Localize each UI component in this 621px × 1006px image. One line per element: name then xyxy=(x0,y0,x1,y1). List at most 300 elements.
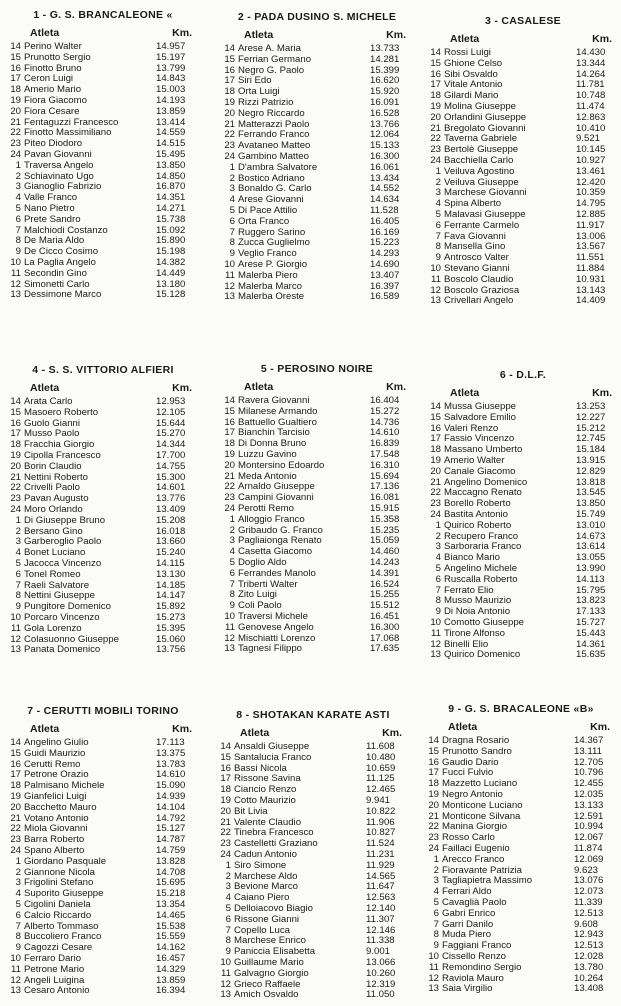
athlete-name: Valeri Renzo xyxy=(444,423,499,434)
athlete-name: Gianoglio Fabrizio xyxy=(24,182,102,193)
athlete-km: 14.351 xyxy=(156,192,186,204)
athlete-name: Secondin Gino xyxy=(24,268,87,279)
athlete-name: Luzzu Gavino xyxy=(238,449,297,460)
athlete-km: 16.091 xyxy=(370,96,400,108)
header-atleta: Atleta xyxy=(450,387,480,399)
leg-number: 3 xyxy=(15,536,21,548)
leg-number: 4 xyxy=(433,886,439,898)
athlete-name: Spina Alberto xyxy=(444,199,502,210)
athlete-row xyxy=(426,801,616,812)
athlete-km: 10.260 xyxy=(366,967,396,979)
athlete-km: 12.513 xyxy=(574,940,604,952)
column-headers xyxy=(222,28,412,42)
athlete-row xyxy=(8,516,198,527)
team-block xyxy=(426,702,616,995)
athlete-name: Antrosco Valter xyxy=(444,253,509,264)
athlete-name: Negro Antonio xyxy=(442,789,503,800)
athlete-km: 13.818 xyxy=(576,476,606,488)
athlete-km: 15.060 xyxy=(156,633,186,645)
athlete-km: 15.090 xyxy=(156,780,186,792)
header-atleta: Atleta xyxy=(30,27,60,39)
leg-number: 19 xyxy=(430,100,441,112)
leg-number: 1 xyxy=(15,159,21,171)
leg-number: 6 xyxy=(229,215,235,227)
athlete-name: Monticone Silvana xyxy=(442,811,521,822)
athlete-name: Battuello Gualtiero xyxy=(238,417,317,428)
athlete-name: Amich Osvaldo xyxy=(234,990,299,1001)
athlete-name: Bit Livia xyxy=(234,806,268,817)
athlete-name: Petrone Mario xyxy=(24,964,85,975)
athlete-name: Tinebra Francesco xyxy=(234,828,314,839)
athlete-row xyxy=(222,569,412,580)
athlete-km: 13.143 xyxy=(576,284,606,296)
leg-number: 12 xyxy=(224,280,235,292)
athlete-km: 16.081 xyxy=(370,492,400,504)
leg-number: 21 xyxy=(10,812,21,824)
leg-number: 20 xyxy=(224,107,235,119)
team-title: 8 - SHOTAKAN KARATE ASTI xyxy=(236,709,390,721)
athlete-km: 9.521 xyxy=(576,133,601,145)
athlete-km: 13.130 xyxy=(156,568,186,580)
athlete-name: Binelli Elio xyxy=(444,639,489,650)
leg-number: 6 xyxy=(225,913,231,925)
leg-number: 13 xyxy=(430,649,441,661)
athlete-km: 15.240 xyxy=(156,547,186,559)
team-block xyxy=(428,368,618,661)
athlete-km: 10.748 xyxy=(576,90,606,102)
athlete-name: Valle Franco xyxy=(24,193,78,204)
leg-number: 4 xyxy=(225,892,231,904)
athlete-name: Quirico Roberto xyxy=(444,520,512,531)
leg-number: 23 xyxy=(224,492,235,504)
athlete-name: Ruscalla Roberto xyxy=(444,574,518,585)
athlete-list xyxy=(218,742,408,1001)
athlete-km: 14.361 xyxy=(576,638,606,650)
athlete-km: 11.528 xyxy=(370,204,399,216)
athlete-row xyxy=(428,59,618,70)
leg-number: 5 xyxy=(229,204,235,216)
athlete-name: Malerba Oreste xyxy=(238,292,305,303)
leg-number: 9 xyxy=(229,600,235,612)
athlete-name: Di Pace Attilio xyxy=(238,205,298,216)
leg-number: 3 xyxy=(15,181,21,193)
header-atleta: Atleta xyxy=(30,382,60,394)
athlete-name: Mazzetto Luciano xyxy=(442,779,518,790)
leg-number: 19 xyxy=(224,96,235,108)
athlete-row xyxy=(428,575,618,586)
athlete-row xyxy=(8,986,198,997)
athlete-km: 12.943 xyxy=(574,929,604,941)
athlete-row xyxy=(428,296,618,307)
leg-number: 24 xyxy=(430,508,441,520)
column-headers xyxy=(8,26,198,40)
team-title: 6 - D.L.F. xyxy=(499,369,547,381)
column-headers xyxy=(428,32,618,46)
athlete-name: Orlandini Giuseppe xyxy=(444,112,527,123)
athlete-name: Pungitore Domenico xyxy=(24,602,111,613)
header-km: Km. xyxy=(590,721,610,733)
athlete-name: Montersino Edoardo xyxy=(238,460,325,471)
athlete-km: 14.449 xyxy=(156,267,186,279)
leg-number: 17 xyxy=(224,427,235,439)
leg-number: 11 xyxy=(11,267,21,279)
leg-number: 14 xyxy=(430,401,441,412)
athlete-km: 16.589 xyxy=(370,291,400,303)
leg-number: 24 xyxy=(428,842,439,854)
leg-number: 3 xyxy=(433,875,439,887)
athlete-name: Casetta Giacomo xyxy=(238,547,313,558)
athlete-row xyxy=(426,909,616,920)
leg-number: 9 xyxy=(15,601,21,613)
athlete-name: Santalucia Franco xyxy=(234,752,312,763)
athlete-km: 13.010 xyxy=(576,519,606,531)
athlete-km: 13.780 xyxy=(574,961,604,973)
leg-number: 21 xyxy=(224,118,235,130)
athlete-km: 15.727 xyxy=(576,616,606,628)
athlete-km: 9.608 xyxy=(574,918,599,930)
leg-number: 6 xyxy=(433,907,439,919)
leg-number: 13 xyxy=(220,989,231,1001)
athlete-name: Prunotto Sandro xyxy=(442,746,512,757)
athlete-name: Borello Roberto xyxy=(444,499,511,510)
athlete-km: 15.127 xyxy=(156,823,186,835)
athlete-name: Porcaro Vincenzo xyxy=(24,612,100,623)
leg-number: 8 xyxy=(229,589,235,601)
athlete-row xyxy=(428,167,618,178)
athlete-name: Ghione Celso xyxy=(444,58,503,69)
athlete-km: 14.787 xyxy=(156,834,186,846)
leg-number: 23 xyxy=(430,498,441,510)
leg-number: 15 xyxy=(10,51,21,63)
leg-number: 12 xyxy=(10,278,21,290)
athlete-km: 14.391 xyxy=(370,567,400,579)
athlete-name: Negro G. Paolo xyxy=(238,65,305,76)
athlete-name: Rizzi Patrizio xyxy=(238,97,294,108)
leg-number: 7 xyxy=(15,920,21,932)
athlete-name: Barra Roberto xyxy=(24,835,85,846)
leg-number: 12 xyxy=(430,284,441,296)
athlete-name: Cesaro Antonio xyxy=(24,986,90,997)
athlete-km: 14.382 xyxy=(156,256,186,268)
athlete-km: 14.850 xyxy=(156,170,186,182)
leg-number: 9 xyxy=(433,940,439,952)
leg-number: 24 xyxy=(224,502,235,514)
athlete-km: 13.407 xyxy=(370,269,400,281)
leg-number: 17 xyxy=(430,79,441,91)
leg-number: 22 xyxy=(428,821,439,833)
athlete-name: Miola Giovanni xyxy=(24,824,88,835)
athlete-row xyxy=(426,855,616,866)
athlete-km: 14.610 xyxy=(370,427,400,439)
athlete-name: Pavan Giovanni xyxy=(24,149,92,160)
athlete-row xyxy=(222,461,412,472)
athlete-km: 13.756 xyxy=(156,644,186,656)
athlete-km: 14.736 xyxy=(370,416,400,428)
athlete-name: Frigolini Stefano xyxy=(24,878,94,889)
athlete-row xyxy=(8,290,198,301)
athlete-km: 11.474 xyxy=(576,100,605,112)
leg-number: 16 xyxy=(430,422,441,434)
athlete-km: 15.443 xyxy=(576,627,606,639)
athlete-name: Tagnesi Filippo xyxy=(238,644,302,655)
athlete-km: 13.799 xyxy=(156,62,186,74)
leg-number: 20 xyxy=(428,799,439,811)
athlete-name: Caiano Piero xyxy=(234,893,290,904)
leg-number: 20 xyxy=(220,805,231,817)
athlete-name: Fiora Cesare xyxy=(24,106,80,117)
athlete-km: 13.990 xyxy=(576,562,606,574)
team-block xyxy=(8,704,198,997)
athlete-row xyxy=(428,521,618,532)
athlete-km: 9.623 xyxy=(574,864,599,876)
athlete-name: Ravera Giovanni xyxy=(238,396,310,406)
leg-number: 16 xyxy=(10,758,21,770)
athlete-km: 14.329 xyxy=(156,963,186,975)
athlete-name: Panata Domenico xyxy=(24,645,101,656)
athlete-km: 13.111 xyxy=(574,745,602,757)
athlete-km: 14.795 xyxy=(576,198,606,210)
athlete-km: 12.705 xyxy=(574,756,604,768)
leg-number: 22 xyxy=(10,482,21,494)
athlete-name: Manina Giorgio xyxy=(442,822,508,833)
leg-number: 23 xyxy=(10,834,21,846)
athlete-name: Perotti Remo xyxy=(238,503,294,514)
athlete-km: 16.018 xyxy=(156,525,186,537)
leg-number: 15 xyxy=(430,411,441,423)
leg-number: 21 xyxy=(10,471,21,483)
leg-number: 23 xyxy=(10,138,21,150)
athlete-km: 13.066 xyxy=(366,956,396,968)
athlete-name: Angelino Michele xyxy=(444,563,518,574)
leg-number: 3 xyxy=(15,877,21,889)
header-atleta: Atleta xyxy=(244,29,274,41)
leg-number: 18 xyxy=(224,86,235,98)
leg-number: 14 xyxy=(220,741,231,752)
leg-number: 2 xyxy=(435,176,441,188)
athlete-km: 17.068 xyxy=(370,632,400,644)
athlete-km: 15.003 xyxy=(156,84,186,96)
leg-number: 5 xyxy=(435,562,441,574)
athlete-km: 13.180 xyxy=(156,278,186,290)
athlete-km: 10.796 xyxy=(574,767,604,779)
leg-number: 1 xyxy=(435,165,441,177)
leg-number: 11 xyxy=(221,967,231,979)
athlete-list xyxy=(426,736,616,995)
athlete-km: 14.690 xyxy=(370,258,400,270)
athlete-name: La Paglia Angelo xyxy=(24,257,97,268)
leg-number: 7 xyxy=(229,226,235,238)
athlete-name: Fracchia Giorgio xyxy=(24,440,95,451)
leg-number: 14 xyxy=(224,43,235,54)
leg-number: 4 xyxy=(435,198,441,210)
athlete-km: 12.069 xyxy=(574,853,604,865)
athlete-km: 14.147 xyxy=(156,590,186,602)
athlete-name: Arnaldo Giuseppe xyxy=(238,482,315,493)
athlete-km: 15.092 xyxy=(156,224,186,236)
athlete-km: 15.208 xyxy=(156,514,186,526)
leg-number: 12 xyxy=(428,972,439,984)
athlete-km: 12.319 xyxy=(366,978,396,990)
athlete-name: Ansaldi Giuseppe xyxy=(234,742,310,752)
leg-number: 9 xyxy=(225,946,231,958)
athlete-km: 13.859 xyxy=(156,105,186,117)
athlete-km: 16.870 xyxy=(156,181,186,193)
leg-number: 22 xyxy=(224,481,235,493)
athlete-km: 11.929 xyxy=(366,859,395,871)
athlete-name: Paniccia Elisabetta xyxy=(234,947,316,958)
athlete-name: Gambino Matteo xyxy=(238,151,309,162)
athlete-row xyxy=(8,269,198,280)
leg-number: 24 xyxy=(224,150,235,162)
leg-number: 8 xyxy=(433,929,439,941)
column-headers xyxy=(426,720,616,734)
athlete-name: Molina Giuseppe xyxy=(444,101,516,112)
athlete-km: 12.513 xyxy=(574,907,604,919)
athlete-name: Genovese Angelo xyxy=(238,622,314,633)
athlete-name: Piteo Diodoro xyxy=(24,139,83,150)
athlete-name: Crivellari Angelo xyxy=(444,296,514,307)
athlete-name: Angelino Giulio xyxy=(24,738,89,748)
leg-number: 15 xyxy=(430,57,441,69)
leg-number: 17 xyxy=(428,767,439,779)
leg-number: 9 xyxy=(435,606,441,618)
athlete-km: 13.408 xyxy=(574,983,604,995)
athlete-name: Giordano Pasquale xyxy=(24,856,107,867)
leg-number: 10 xyxy=(10,611,21,623)
leg-number: 10 xyxy=(428,950,439,962)
athlete-km: 13.915 xyxy=(576,454,606,466)
athlete-km: 13.567 xyxy=(576,241,606,253)
leg-number: 18 xyxy=(10,439,21,451)
leg-number: 14 xyxy=(10,41,21,52)
athlete-name: Ferraro Dario xyxy=(24,953,82,964)
athlete-name: Prete Sandro xyxy=(24,214,81,225)
athlete-km: 15.235 xyxy=(370,524,400,536)
leg-number: 7 xyxy=(435,230,441,242)
athlete-name: Bostico Adriano xyxy=(238,173,305,184)
athlete-row xyxy=(8,215,198,226)
leg-number: 24 xyxy=(10,148,21,160)
leg-number: 14 xyxy=(428,735,439,746)
athlete-km: 14.939 xyxy=(156,790,186,802)
athlete-name: Giannone Nicola xyxy=(24,867,95,878)
athlete-row xyxy=(428,467,618,478)
athlete-km: 14.565 xyxy=(366,870,396,882)
athlete-km: 13.660 xyxy=(156,536,186,548)
athlete-name: Di Noia Antonio xyxy=(444,607,511,618)
leg-number: 10 xyxy=(430,262,441,274)
athlete-km: 10.480 xyxy=(366,751,396,763)
athlete-km: 12.067 xyxy=(574,832,604,844)
athlete-name: Fava Giovanni xyxy=(444,231,506,242)
leg-number: 17 xyxy=(430,433,441,445)
leg-number: 18 xyxy=(10,84,21,96)
athlete-km: 15.399 xyxy=(370,64,400,76)
athlete-row xyxy=(222,407,412,418)
leg-number: 4 xyxy=(435,552,441,564)
athlete-km: 13.614 xyxy=(576,541,606,553)
athlete-km: 15.738 xyxy=(156,213,186,225)
athlete-name: Nettini Roberto xyxy=(24,472,88,483)
athlete-km: 11.781 xyxy=(576,79,605,91)
header-km: Km. xyxy=(592,33,612,45)
athlete-name: Guolo Gianni xyxy=(24,418,80,429)
athlete-row xyxy=(8,408,198,419)
leg-number: 4 xyxy=(15,888,21,900)
athlete-name: Di Donna Bruno xyxy=(238,439,307,450)
athlete-name: Grieco Raffaele xyxy=(234,979,301,990)
athlete-name: Boscolo Claudio xyxy=(444,274,514,285)
athlete-km: 16.524 xyxy=(370,578,400,590)
athlete-name: Ruggero Sarino xyxy=(238,227,306,238)
athlete-row xyxy=(428,413,618,424)
team-title: 3 - CASALESE xyxy=(485,15,561,27)
athlete-name: Veglio Franco xyxy=(238,249,297,260)
leg-number: 12 xyxy=(430,638,441,650)
athlete-row xyxy=(222,271,412,282)
athlete-name: Tirone Alfonso xyxy=(444,628,505,639)
athlete-name: Muda Piero xyxy=(442,930,492,941)
athlete-name: Saia Virgilio xyxy=(442,984,493,995)
athlete-name: Alloggio Franco xyxy=(238,514,305,525)
athlete-km: 13.823 xyxy=(576,595,606,607)
leg-number: 6 xyxy=(229,567,235,579)
athlete-name: Guidi Maurizio xyxy=(24,748,86,759)
athlete-km: 10.994 xyxy=(574,821,604,833)
athlete-name: Monticone Luciano xyxy=(442,800,523,811)
athlete-km: 13.461 xyxy=(576,165,606,177)
leg-number: 8 xyxy=(15,931,21,943)
athlete-name: Fentaguzzi Francesco xyxy=(24,117,119,128)
leg-number: 15 xyxy=(10,406,21,418)
athlete-name: Calcio Riccardo xyxy=(24,910,92,921)
leg-number: 15 xyxy=(220,751,231,763)
athlete-name: Bianco Mario xyxy=(444,553,500,564)
athlete-km: 15.059 xyxy=(370,535,400,547)
athlete-row xyxy=(8,53,198,64)
athlete-km: 17.548 xyxy=(370,448,400,460)
leg-number: 20 xyxy=(10,801,21,813)
athlete-km: 15.212 xyxy=(576,422,606,434)
leg-number: 5 xyxy=(435,208,441,220)
athlete-km: 15.890 xyxy=(156,235,186,247)
athlete-km: 15.635 xyxy=(576,649,606,661)
leg-number: 24 xyxy=(220,848,231,860)
athlete-name: Fassio Vincenzo xyxy=(444,434,515,445)
header-km: Km. xyxy=(592,387,612,399)
leg-number: 5 xyxy=(15,202,21,214)
leg-number: 4 xyxy=(15,547,21,559)
athlete-name: Coli Paolo xyxy=(238,601,282,612)
leg-number: 22 xyxy=(430,133,441,145)
athlete-row xyxy=(218,969,408,980)
athlete-name: Mussa Giuseppe xyxy=(444,402,516,412)
leg-number: 8 xyxy=(435,241,441,253)
athlete-row xyxy=(222,292,412,303)
athlete-km: 13.545 xyxy=(576,487,606,499)
athlete-row xyxy=(222,515,412,526)
leg-number: 9 xyxy=(15,942,21,954)
leg-number: 5 xyxy=(229,556,235,568)
athlete-km: 11.874 xyxy=(574,842,603,854)
athlete-list xyxy=(428,48,618,307)
athlete-km: 14.792 xyxy=(156,812,186,824)
athlete-km: 12.885 xyxy=(576,208,606,220)
athlete-name: Musso Paolo xyxy=(24,429,80,440)
athlete-km: 14.708 xyxy=(156,866,186,878)
leg-number: 14 xyxy=(10,737,21,748)
athlete-name: Veiluva Giuseppe xyxy=(444,177,519,188)
